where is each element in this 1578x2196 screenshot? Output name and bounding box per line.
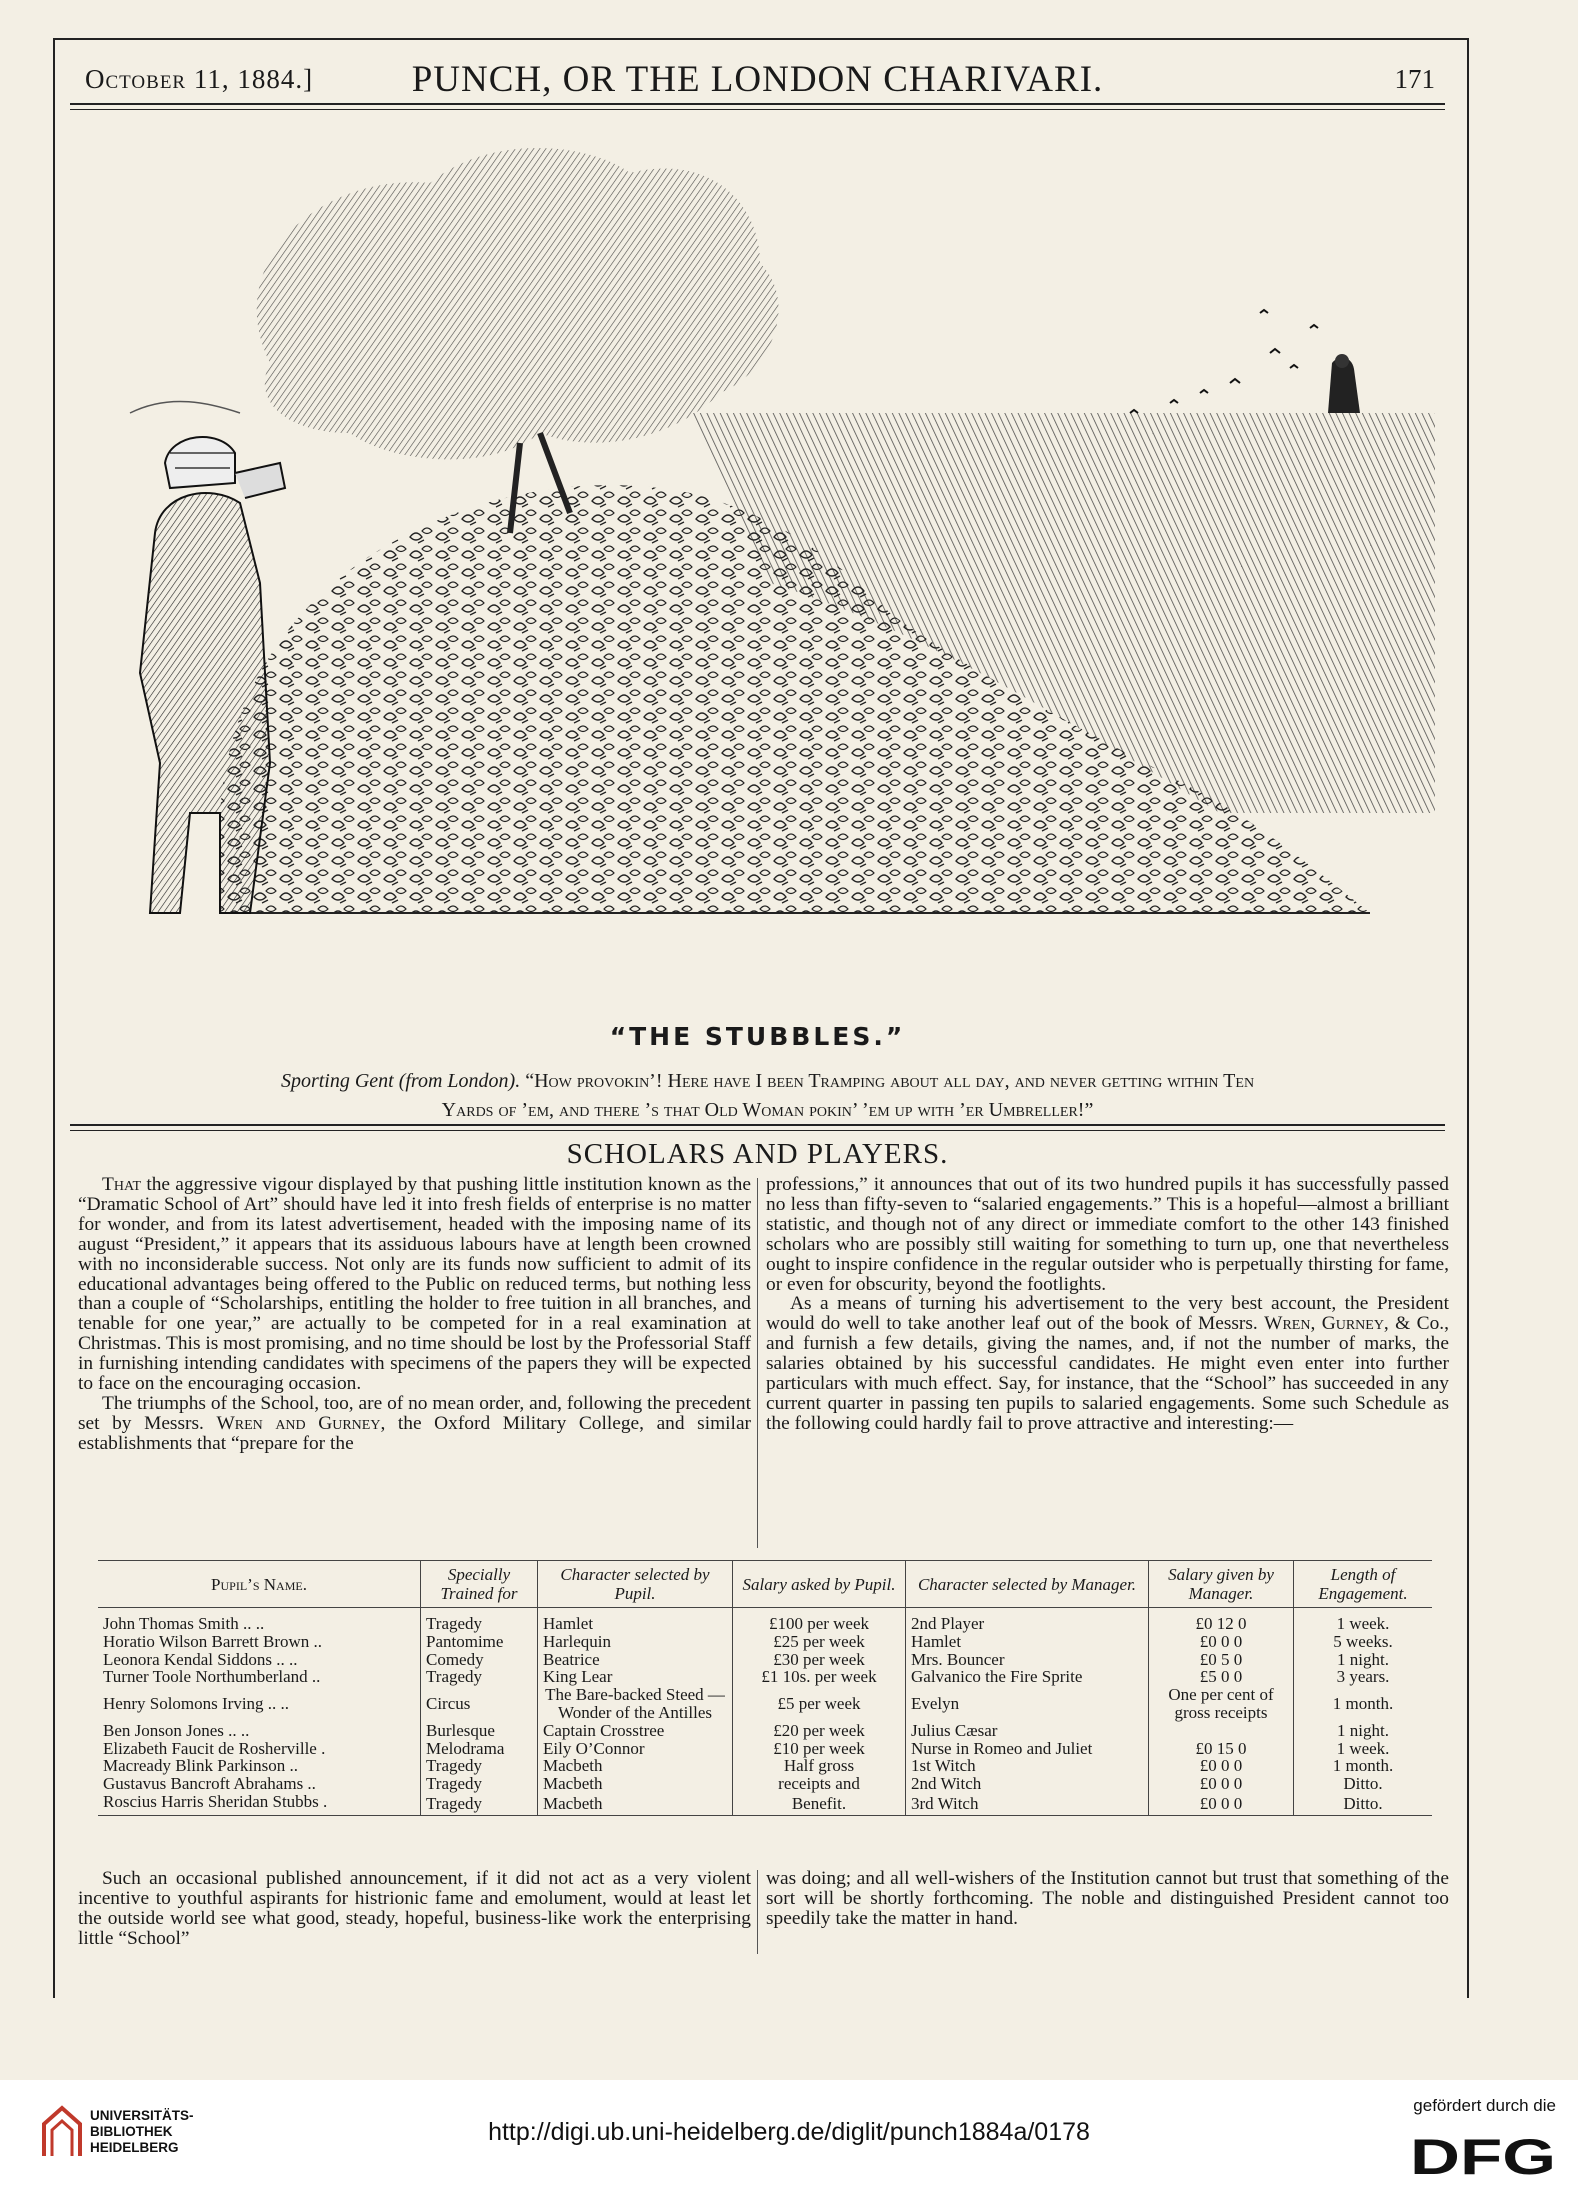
cell-char-manager: Galvanico the Fire Sprite bbox=[906, 1668, 1149, 1686]
cartoon-title: “THE STUBBLES.” bbox=[609, 1022, 906, 1051]
cell-salary-given bbox=[1149, 1722, 1294, 1740]
cell-trained: Comedy bbox=[421, 1651, 538, 1669]
cell-salary-given: £0 0 0 bbox=[1149, 1775, 1294, 1793]
cell-trained: Melodrama bbox=[421, 1740, 538, 1758]
cell-trained: Tragedy bbox=[421, 1775, 538, 1793]
cell-salary-asked: £25 per week bbox=[733, 1633, 906, 1651]
header-title: PUNCH, OR THE LONDON CHARIVARI. bbox=[411, 59, 1104, 100]
header-rule bbox=[70, 103, 1445, 110]
digitisation-footer bbox=[0, 2080, 1578, 2196]
old-woman-figure bbox=[1328, 354, 1360, 413]
paragraph: As a means of turning his advertisement to the very best account, the President would do well to take another leaf out of the book of Messrs. bbox=[766, 1293, 1449, 1335]
cell-name: Horatio Wilson Barrett Brown .. bbox=[103, 1631, 323, 1651]
table-row bbox=[98, 1633, 1432, 1651]
cell-salary-asked: £20 per week bbox=[733, 1722, 906, 1740]
article-title: SCHOLARS AND PLAYERS. bbox=[566, 1138, 949, 1170]
cell-char-manager: 2nd Player bbox=[906, 1608, 1149, 1633]
cell-salary-given: £5 0 0 bbox=[1149, 1668, 1294, 1686]
birds bbox=[1130, 310, 1318, 413]
table-row bbox=[98, 1722, 1432, 1740]
cell-name: Macready Blink Parkinson .. bbox=[103, 1756, 298, 1776]
cell-char-manager: 3rd Witch bbox=[906, 1793, 1149, 1815]
cell-length: Ditto. bbox=[1294, 1775, 1433, 1793]
cell-char-pupil: Macbeth bbox=[538, 1793, 733, 1815]
article-column-2 bbox=[766, 1175, 1449, 1434]
cell-char-manager: Julius Cæsar bbox=[906, 1722, 1149, 1740]
cell-trained: Pantomime bbox=[421, 1633, 538, 1651]
cell-salary-asked: £10 per week bbox=[733, 1740, 906, 1758]
cell-salary-asked: Half gross bbox=[733, 1757, 906, 1775]
cell-char-pupil: Macbeth bbox=[538, 1757, 733, 1775]
cell-salary-asked: £100 per week bbox=[733, 1608, 906, 1633]
cell-name: Turner Toole Northumberland .. bbox=[103, 1667, 321, 1687]
firm-names: Wren, Gurney, bbox=[1264, 1313, 1389, 1335]
cell-name: Gustavus Bancroft Abrahams .. bbox=[103, 1774, 316, 1794]
library-line: UNIVERSITÄTS- bbox=[90, 2108, 194, 2123]
caption-speaker: Sporting Gent (from London). bbox=[280, 1070, 521, 1092]
cell-char-manager: Hamlet bbox=[906, 1633, 1149, 1651]
cell-name: Ben Jonson Jones .. .. bbox=[103, 1720, 250, 1740]
cell-salary-given: One per cent of gross receipts bbox=[1149, 1686, 1294, 1722]
cell-char-manager: 2nd Witch bbox=[906, 1775, 1149, 1793]
cell-salary-given: £0 0 0 bbox=[1149, 1633, 1294, 1651]
header-length: Length of Engagement. bbox=[1294, 1561, 1433, 1608]
table-row bbox=[98, 1757, 1432, 1775]
library-line: HEIDELBERG bbox=[90, 2140, 179, 2155]
cartoon-illustration bbox=[70, 113, 1445, 1013]
cell-char-pupil: Macbeth bbox=[538, 1775, 733, 1793]
table-header-row bbox=[98, 1561, 1432, 1608]
cell-salary-given: £0 0 0 bbox=[1149, 1757, 1294, 1775]
cell-salary-given: £0 0 0 bbox=[1149, 1793, 1294, 1815]
paragraph: & Co., and furnish a few details, giving the names, and, if not the number of marks, the salaries obtained by his successful candidates. He might even enter into further particulars with much effect. Say, for instance, that the “School” has succeeded in any current quarter in passing ten pupils to salaried engagements. Some such Schedule as the following could hardly fail to prove attractive and interesting:— bbox=[766, 1313, 1449, 1434]
schedule-table bbox=[98, 1560, 1432, 1816]
cell-char-pupil: Captain Crosstree bbox=[538, 1722, 733, 1740]
table-row bbox=[98, 1608, 1432, 1633]
table-row bbox=[98, 1668, 1432, 1686]
running-header bbox=[70, 58, 1445, 98]
cell-char-pupil: King Lear bbox=[538, 1668, 733, 1686]
cell-name: Roscius Harris Sheridan Stubbs . bbox=[103, 1791, 328, 1811]
cell-char-manager: 1st Witch bbox=[906, 1757, 1149, 1775]
table-row bbox=[98, 1651, 1432, 1669]
dropcap-lead: That bbox=[102, 1174, 142, 1195]
paragraph: the aggressive vigour displayed by that pushing little institution known as the “Dramatic School of Art” should have led it into fresh fields of enterprise is no matter for wonder, and from its latest advertisement, headed with the imposing name of its august “President,” it appears that its assiduous labours have at length been crowned with no inconsiderable success. Not only are its funds now sufficient to admit of its educational advantages being offered to the Public on reduced terms, but nothing less than a couple of “Scholarships, entitling the holder to free tuition in all branches, and tenable for one year,” are actually to be competed for in a real examination at Christmas. This is most promising, and no time should be lost by the Professorial Staff in furnishing intending candidates with specimens of the papers they will be expected to face on the encouraging occasion. bbox=[78, 1174, 751, 1395]
cell-length: Ditto. bbox=[1294, 1793, 1433, 1815]
paragraph: professions,” it announces that out of its two hundred pupils it has successfully passed no less than fifty-seven to “salaried engagements.” This is a hopeful—almost a brilliant statistic, and though not of any direct or immediate comfort to the other 143 finished scholars who are possibly still waiting for something to turn up, one that nevertheless ought to inspire confidence in the regular outsider who is perpetually thirsting for fame, or even for obscurity, beyond the footlights. bbox=[766, 1174, 1449, 1295]
cell-char-pupil: Eily O’Connor bbox=[538, 1740, 733, 1758]
section-rule bbox=[70, 1124, 1445, 1131]
cell-salary-asked: receipts and bbox=[733, 1775, 906, 1793]
cell-salary-asked: £5 per week bbox=[733, 1686, 906, 1722]
cell-trained: Burlesque bbox=[421, 1722, 538, 1740]
cell-char-manager: Evelyn bbox=[906, 1686, 1149, 1722]
cell-name: John Thomas Smith .. .. bbox=[103, 1614, 265, 1633]
cell-char-pupil: The Bare-backed Steed — Wonder of the Antilles bbox=[538, 1686, 733, 1722]
article-column-4 bbox=[766, 1869, 1449, 1929]
table-row bbox=[98, 1793, 1432, 1815]
cell-name: Henry Solomons Irving .. .. bbox=[103, 1694, 290, 1714]
article-column-3 bbox=[78, 1869, 751, 1949]
firm-names: Wren and Gurney bbox=[216, 1412, 381, 1434]
cell-salary-given: £0 15 0 bbox=[1149, 1740, 1294, 1758]
table-row bbox=[98, 1775, 1432, 1793]
cell-trained: Tragedy bbox=[421, 1668, 538, 1686]
cell-char-pupil: Hamlet bbox=[538, 1608, 733, 1633]
cell-char-pupil: Beatrice bbox=[538, 1651, 733, 1669]
cell-trained: Circus bbox=[421, 1686, 538, 1722]
cell-length: 1 month. bbox=[1294, 1757, 1433, 1775]
header-date: October 11, 1884.] bbox=[85, 64, 314, 94]
cell-salary-given: £0 5 0 bbox=[1149, 1651, 1294, 1669]
caption-quote-line1: “How provokin’! Here have I been Tramping about all day, and never getting within Ten bbox=[525, 1070, 1255, 1092]
cell-trained: Tragedy bbox=[421, 1793, 538, 1815]
cell-length: 1 month. bbox=[1294, 1686, 1433, 1722]
paragraph: , the Oxford Military College, and similar establishments that “prepare for the bbox=[78, 1412, 752, 1454]
cell-trained: Tragedy bbox=[421, 1757, 538, 1775]
cell-name: Leonora Kendal Siddons .. .. bbox=[103, 1649, 298, 1669]
cell-length: 1 night. bbox=[1294, 1651, 1433, 1669]
caption-quote-line2: Yards of ’em, and there ’s that Old Woman pokin’ ’em up with ’er Umbreller!” bbox=[441, 1099, 1094, 1121]
library-line: BIBLIOTHEK bbox=[90, 2124, 173, 2139]
cell-salary-asked: Benefit. bbox=[733, 1793, 906, 1815]
header-char-pupil: Character selected by Pupil. bbox=[538, 1561, 733, 1608]
cell-length: 5 weeks. bbox=[1294, 1633, 1433, 1651]
table-row bbox=[98, 1740, 1432, 1758]
cell-length: 1 week. bbox=[1294, 1740, 1433, 1758]
cell-salary-asked: £30 per week bbox=[733, 1651, 906, 1669]
column-divider bbox=[757, 1870, 758, 1954]
header-salary-asked: Salary asked by Pupil. bbox=[733, 1561, 906, 1608]
cell-salary-asked: £1 10s. per week bbox=[733, 1668, 906, 1686]
page-number: 171 bbox=[1394, 64, 1435, 94]
paragraph: Such an occasional published announcement, if it did not act as a very violent incentive to youthful aspirants for histrionic fame and emolument, would at least let the outside world see what good, steady, hopeful, business-like work the enterprising little “School” bbox=[78, 1868, 751, 1949]
header-salary-given: Salary given by Manager. bbox=[1149, 1561, 1294, 1608]
tree-canopy bbox=[257, 148, 779, 459]
source-url[interactable]: http://digi.ub.uni-heidelberg.de/diglit/punch1884a/0178 bbox=[488, 2118, 1090, 2146]
dfg-logo-text: DFG bbox=[1410, 2130, 1556, 2180]
header-trained-for: Specially Trained for bbox=[421, 1561, 538, 1608]
cell-char-pupil: Harlequin bbox=[538, 1633, 733, 1651]
table-row bbox=[98, 1686, 1432, 1722]
header-pupil-name: Pupil’s Name. bbox=[211, 1574, 307, 1594]
column-divider bbox=[757, 1178, 758, 1548]
cartoon-caption bbox=[95, 1067, 1440, 1125]
cell-length: 1 week. bbox=[1294, 1608, 1433, 1633]
cell-char-manager: Mrs. Bouncer bbox=[906, 1651, 1149, 1669]
cell-length: 3 years. bbox=[1294, 1668, 1433, 1686]
cell-length: 1 night. bbox=[1294, 1722, 1433, 1740]
paragraph: was doing; and all well-wishers of the Institution cannot but trust that something of the sort will be shortly forthcoming. The noble and distinguished President cannot too speedily take the matter in hand. bbox=[766, 1868, 1449, 1929]
cell-salary-given: £0 12 0 bbox=[1149, 1608, 1294, 1633]
dfg-logo-icon bbox=[1410, 2130, 1556, 2180]
paragraph: The triumphs of the School, too, are of no mean order, and, following the precedent set by Messrs. bbox=[78, 1392, 751, 1434]
funding-note: gefördert durch die bbox=[1413, 2096, 1556, 2115]
cell-trained: Tragedy bbox=[421, 1608, 538, 1633]
header-char-manager: Character selected by Manager. bbox=[906, 1561, 1149, 1608]
cell-name: Elizabeth Faucit de Rosherville . bbox=[103, 1738, 326, 1758]
cell-char-manager: Nurse in Romeo and Juliet bbox=[906, 1740, 1149, 1758]
article-column-1 bbox=[78, 1175, 751, 1454]
